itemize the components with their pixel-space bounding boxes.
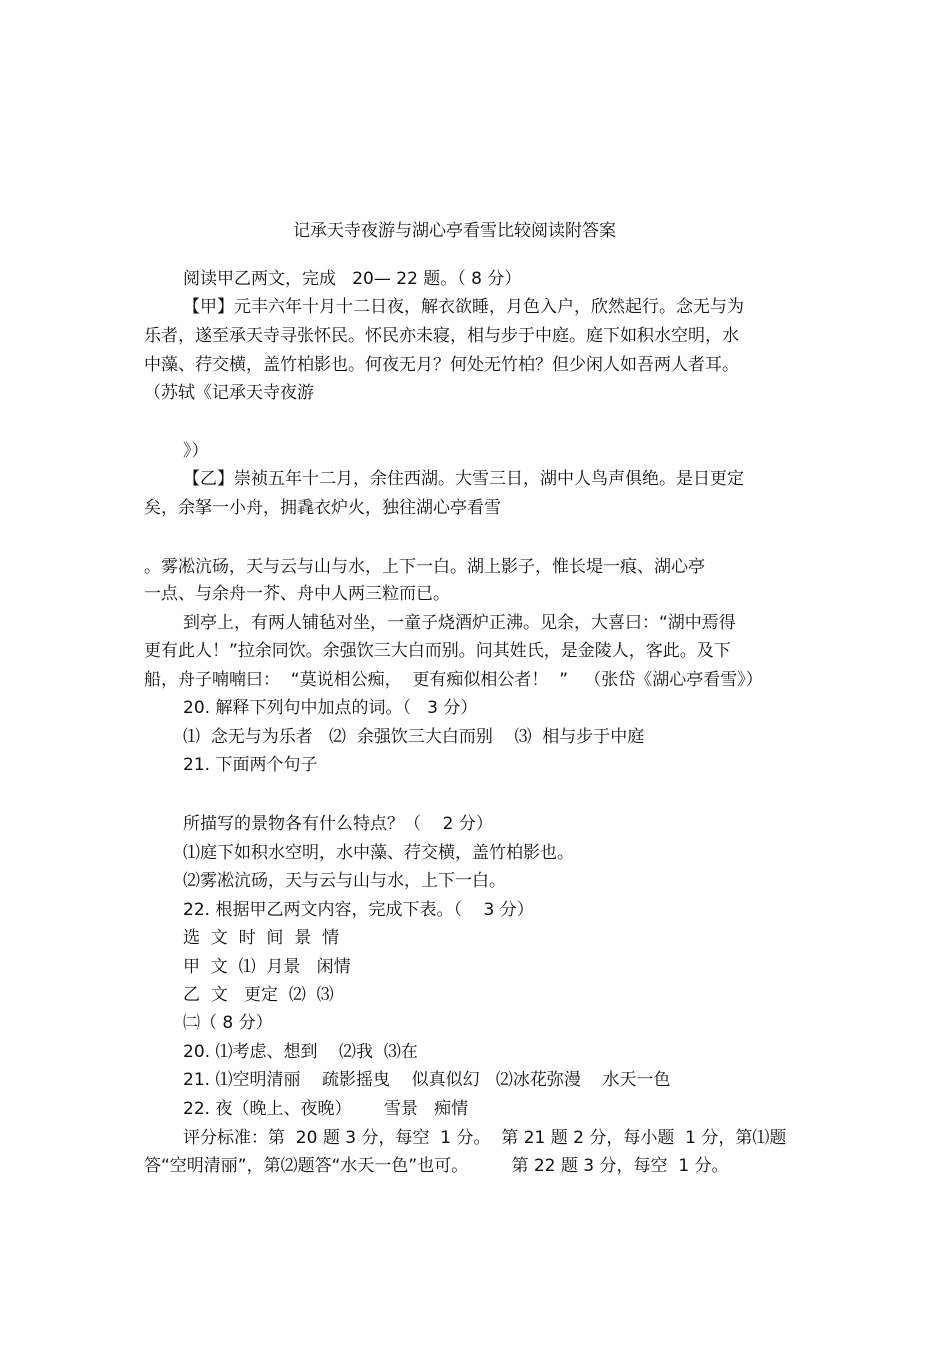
text-line: 。雾凇沆砀，天与云与山与水，上下一白。湖上影子，惟长堤一痕、湖心亭 <box>144 557 705 577</box>
text-line: 乐者，遂至承天寺寻张怀民。怀民亦未寝，相与步于中庭。庭下如积水空明，水 <box>144 326 739 346</box>
page-title: 记承天寺夜游与湖心亭看雪比较阅读附答案 <box>293 221 616 241</box>
text-line: 更有此人！”拉余同饮。余强饮三大白而别。问其姓氏，是金陵人，客此。及下 <box>144 641 731 661</box>
text-line: 船，舟子喃喃曰： “莫说相公痴， 更有痴似相公者！ ” （张岱《湖心亭看雪》） <box>144 670 763 690</box>
text-line: 【乙】崇祯五年十二月，余住西湖。大雪三日，湖中人鸟声俱绝。是日更定 <box>183 469 744 489</box>
text-line: 一点、与余舟一芥、舟中人两三粒而已。 <box>144 584 450 604</box>
text-line: 阅读甲乙两文，完成 20— 22 题。（ 8 分） <box>183 269 522 289</box>
answer-22: 22. 夜（晚上、夜晚） 雪景 痴情 <box>183 1099 469 1119</box>
answer-20: 20. ⑴考虑、想到 ⑵我 ⑶在 <box>183 1042 418 1062</box>
question-22: 22. 根据甲乙两文内容，完成下表。（ 3 分） <box>183 900 534 920</box>
question-20: 20. 解释下列句中加点的词。（ 3 分） <box>183 698 478 718</box>
text-line: ⑵雾凇沆砀，天与云与山与水，上下一白。 <box>183 871 506 891</box>
text-line: 中藻、荇交横，盖竹柏影也。何夜无月？何处无竹柏？但少闲人如吾两人者耳。 <box>144 355 739 375</box>
text-line: 【甲】元丰六年十月十二日夜，解衣欲睡，月色入户，欣然起行。念无与为 <box>183 297 744 317</box>
text-line: （苏轼《记承天寺夜游 <box>144 383 314 403</box>
question-20-items: ⑴ 念无与为乐者 ⑵ 余强饮三大白而别 ⑶ 相与步于中庭 <box>183 727 645 747</box>
text-line: 》） <box>183 441 209 461</box>
question-21-cont: 所描写的景物各有什么特点？（ 2 分） <box>183 814 493 834</box>
answer-21: 21. ⑴空明清丽 疏影摇曳 似真似幻 ⑵冰花弥漫 水天一色 <box>183 1070 671 1090</box>
table-header-row: 选 文 时 间 景 情 <box>183 928 340 948</box>
text-line: 到亭上，有两人铺毡对坐，一童子烧酒炉正沸。见余，大喜曰：“湖中焉得 <box>183 613 736 633</box>
table-row: 乙 文 更定 ⑵ ⑶ <box>183 985 334 1005</box>
scoring-criteria: 评分标准：第 20 题 3 分，每空 1 分。 第 21 题 2 分，每小题 1 分，第⑴题 <box>183 1128 787 1148</box>
table-row: 甲 文 ⑴ 月景 闲情 <box>183 957 351 977</box>
answer-heading: ㈡（ 8 分） <box>183 1013 273 1033</box>
text-line: ⑴庭下如积水空明，水中藻、荇交横，盖竹柏影也。 <box>183 843 574 863</box>
scoring-criteria-cont: 答“空明清丽”，第⑵题答“水天一色”也可。 第 22 题 3 分，每空 1 分。 <box>144 1156 729 1176</box>
question-21: 21. 下面两个句子 <box>183 755 318 775</box>
text-line: 矣，余拏一小舟，拥毳衣炉火，独往湖心亭看雪 <box>144 498 501 518</box>
